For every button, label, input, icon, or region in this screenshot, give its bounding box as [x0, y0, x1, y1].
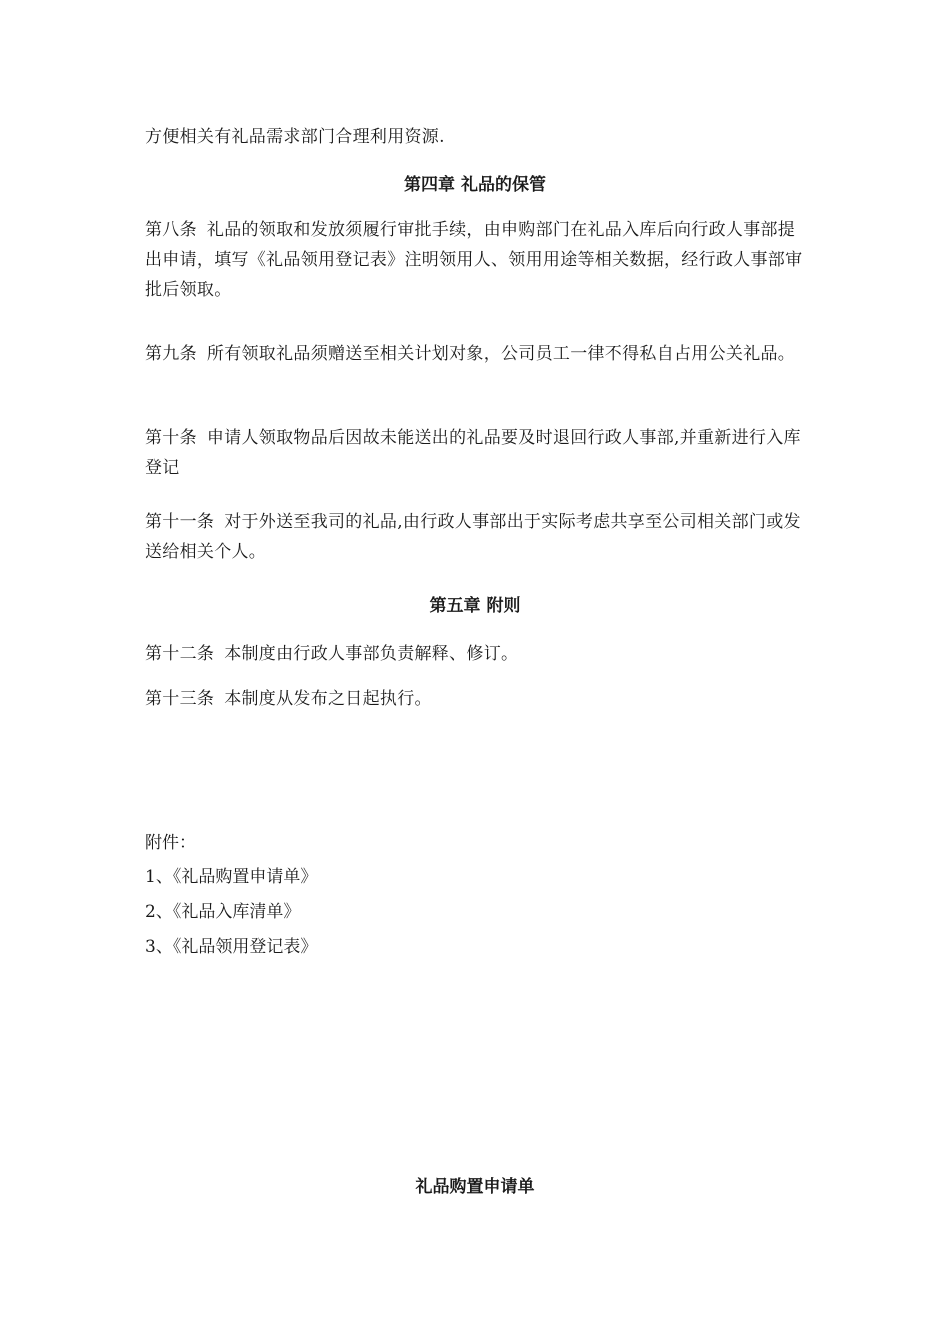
- intro-paragraph-tail: 方便相关有礼品需求部门合理利用资源.: [145, 127, 445, 147]
- article-13: [145, 684, 810, 714]
- article-label: 第十一条: [145, 512, 215, 532]
- article-9: [145, 339, 810, 369]
- article-label: 第十条: [145, 428, 197, 448]
- article-10: [145, 423, 810, 483]
- article-label: 第八条: [145, 220, 197, 240]
- attachment-item: 1、《礼品购置申请单》: [145, 867, 318, 887]
- article-text: 所有领取礼品须赠送至相关计划对象，公司员工一律不得私自占用公关礼品。: [206, 344, 796, 364]
- attachment-item: 2、《礼品入库清单》: [145, 902, 301, 922]
- article-text: 本制度从发布之日起执行。: [224, 689, 432, 709]
- article-text: 对于外送至我司的礼品,由行政人事部出于实际考虑共享至公司相关部门或发送给相关个人。: [145, 512, 801, 562]
- chapter-4-title: 第四章 礼品的保管: [404, 175, 546, 195]
- form-title: 礼品购置申请单: [415, 1177, 535, 1197]
- article-text: 礼品的领取和发放须履行审批手续，由申购部门在礼品入库后向行政人事部提出申请，填写《礼品领用登记表》注明领用人、领用用途等相关数据，经行政人事部审批后领取。: [145, 220, 803, 300]
- attachment-item: 3、《礼品领用登记表》: [145, 937, 318, 957]
- article-text: 本制度由行政人事部负责解释、修订。: [224, 644, 519, 664]
- article-8: [145, 215, 810, 305]
- article-label: 第十二条: [145, 644, 215, 664]
- chapter-5-title: 第五章 附则: [429, 596, 521, 616]
- article-label: 第十三条: [145, 689, 215, 709]
- article-text: 申请人领取物品后因故未能送出的礼品要及时退回行政人事部,并重新进行入库登记: [145, 428, 801, 478]
- attachments-heading: 附件：: [145, 833, 196, 853]
- article-label: 第九条: [145, 344, 197, 364]
- article-12: [145, 639, 810, 669]
- article-11: [145, 507, 810, 567]
